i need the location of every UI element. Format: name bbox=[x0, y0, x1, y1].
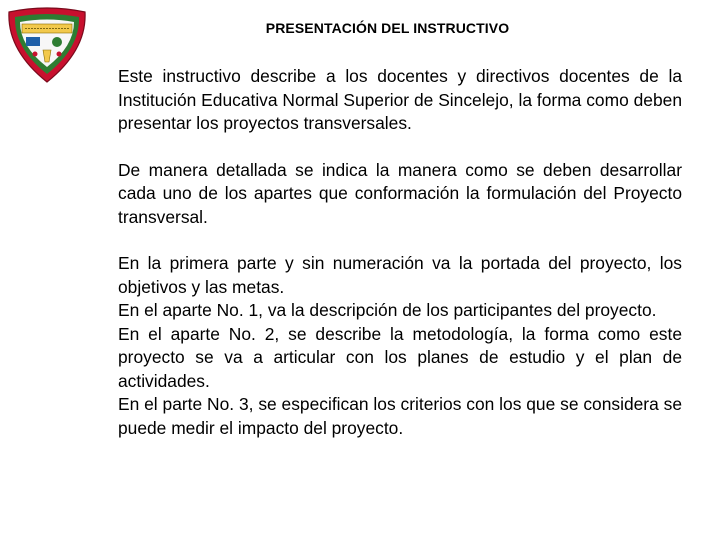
institution-shield-logo bbox=[5, 6, 89, 84]
intro-paragraph: Este instructivo describe a los docentes y directivos docentes de la Institución Educativa Normal Superior de Sincelejo, la forma como deben presentar los proyectos transversales. bbox=[118, 66, 682, 133]
page-title: PRESENTACIÓN DEL INSTRUCTIVO bbox=[265, 20, 510, 36]
document-body bbox=[118, 65, 682, 440]
section-2-paragraph: En el aparte No. 2, se describe la metodología, la forma como este proyecto se va a articular con los planes de estudio y el plan de actividades. bbox=[118, 323, 682, 391]
section-1-paragraph: En el aparte No. 1, va la descripción de los participantes del proyecto. bbox=[118, 300, 657, 320]
section-3-paragraph: En el parte No. 3, se especifican los criterios con los que se considera se puede medir el impacto del proyecto. bbox=[118, 394, 682, 438]
detail-paragraph: De manera detallada se indica la manera como se deben desarrollar cada uno de los apartes que conformación la formulación del Proyecto transversal. bbox=[118, 159, 682, 227]
shield-emblem-book bbox=[26, 37, 40, 46]
shield-emblem-star bbox=[52, 37, 62, 47]
section-intro-paragraph: En la primera parte y sin numeración va la portada del proyecto, los objetivos y las metas. bbox=[118, 253, 682, 297]
